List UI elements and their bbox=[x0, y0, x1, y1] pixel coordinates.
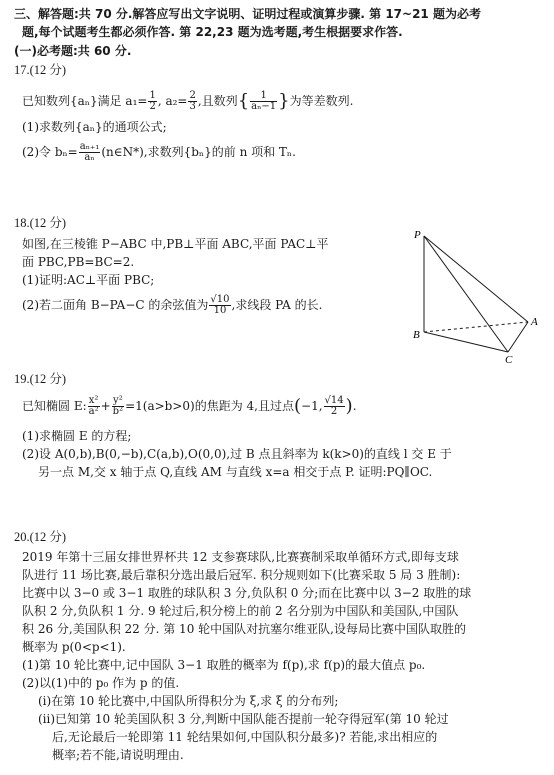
q17-part1: (1)求数列{aₙ}的通项公式; bbox=[22, 120, 167, 134]
q19-frac-x-den: a² bbox=[88, 406, 99, 417]
q18-part2-text-a: (2)若二面角 B−PA−C 的余弦值为 bbox=[22, 298, 209, 312]
q17-frac-b-num: aₙ₊₁ bbox=[79, 141, 100, 152]
q20-number: 20.(12 分) bbox=[14, 530, 67, 544]
q20-stem-line3: 比赛中以 3−0 或 3−1 取胜的球队积 3 分,负队积 0 分;而在比赛中以 3−2 取胜的球 bbox=[22, 586, 472, 600]
q19-frac-y-den: b² bbox=[112, 406, 124, 417]
q17-frac-seq bbox=[250, 91, 277, 112]
q20-part2-i: (ⅰ)在第 10 轮比赛中,中国队所得积分为 ξ,求 ξ 的分布列; bbox=[38, 694, 339, 708]
label-b: B bbox=[413, 329, 420, 341]
q17-part2-text-b: (n∈N*),求数列{bₙ}的前 n 项和 Tₙ. bbox=[101, 145, 296, 159]
q17-frac-a1-num: 1 bbox=[149, 90, 156, 101]
q19-frac-pt bbox=[324, 396, 345, 417]
q19-number: 19.(12 分) bbox=[14, 372, 67, 386]
edge-ca bbox=[508, 322, 528, 352]
q17-part2 bbox=[22, 140, 542, 164]
edge-pa bbox=[424, 236, 528, 322]
q19-stem-text-b: =1(a>b>0)的焦距为 4,且过点 bbox=[125, 399, 294, 413]
q18-frac-cos-den: 10 bbox=[213, 305, 227, 316]
q20-part2-ii-line2: 后,无论最后一轮即第 11 轮结果如何,中国队积分最多)? 若能,求出相应的 bbox=[52, 730, 438, 744]
q17-frac-a2 bbox=[188, 91, 196, 112]
q17-frac-b bbox=[79, 142, 101, 163]
q19-plus: + bbox=[100, 399, 111, 413]
q17-stem-text-a: 已知数列{aₙ}满足 a₁= bbox=[22, 94, 148, 108]
label-p: P bbox=[414, 229, 421, 241]
q19-part2-line2: 另一点 M,交 x 轴于点 Q,直线 AM 与直线 x=a 相交于点 P. 证明:PQ∥OC. bbox=[38, 465, 433, 479]
q20-part2: (2)以(1)中的 p₀ 作为 p 的值. bbox=[22, 676, 180, 690]
q17-frac-b-den: aₙ bbox=[84, 152, 95, 163]
q17-frac-a2-num: 2 bbox=[189, 90, 196, 101]
q17-part2-text-a: (2)令 bₙ= bbox=[22, 145, 78, 159]
q18-stem-line1: 如图,在三棱锥 P−ABC 中,PB⊥平面 ABC,平面 PAC⊥平 bbox=[22, 237, 329, 251]
section-heading-line1: 三、解答题:共 70 分.解答应写出文字说明、证明过程或演算步骤. 第 17~21 题为必考 bbox=[14, 7, 481, 21]
q19-part1: (1)求椭圆 E 的方程; bbox=[22, 429, 132, 443]
q17-stem-text-b: , a₂= bbox=[157, 94, 188, 108]
label-c: C bbox=[505, 354, 513, 366]
q17-frac-seq-den: aₙ−1 bbox=[251, 101, 277, 112]
q17-frac-a1-den: 2 bbox=[149, 101, 156, 112]
q17-frac-seq-num: 1 bbox=[250, 91, 277, 102]
q19-frac-x-num: x² bbox=[88, 395, 99, 406]
q17-stem bbox=[22, 88, 542, 114]
q20-stem-line2: 队进行 11 场比赛,最后靠积分选出最后冠军. 积分规则如下(比赛采取 5 局 3 胜制): bbox=[22, 568, 461, 582]
q18-stem-line2: 面 PBC,PB=BC=2. bbox=[22, 255, 135, 269]
q19-frac-y bbox=[112, 396, 124, 417]
q20-stem-line5: 积 26 分,美国队积 22 分. 第 10 轮中国队对抗塞尔维亚队,设每局比赛中国队取胜的 bbox=[22, 622, 466, 636]
q17-brace-right: } bbox=[278, 90, 290, 112]
q18-frac-cos-num: √10 bbox=[210, 294, 230, 305]
tetrahedron-figure bbox=[410, 226, 544, 366]
required-title: (一)必考题:共 60 分. bbox=[14, 44, 132, 58]
q19-paren-left: ( bbox=[294, 395, 302, 417]
q19-point-x: −1, bbox=[301, 399, 323, 413]
q19-stem bbox=[22, 392, 542, 420]
q17-frac-a1 bbox=[148, 91, 156, 112]
q20-part2-ii-line3: 概率;若不能,请说明理由. bbox=[52, 748, 184, 762]
q18-frac-cos bbox=[209, 295, 230, 316]
q19-stem-text-c: . bbox=[352, 399, 357, 413]
edge-ba-hidden bbox=[424, 322, 528, 332]
q19-paren-right: ) bbox=[345, 395, 353, 417]
q19-frac-pt-num: √14 bbox=[324, 395, 344, 406]
q20-part1: (1)第 10 轮比赛中,记中国队 3−1 取胜的概率为 f(p),求 f(p)的最大值点 p₀. bbox=[22, 658, 426, 672]
label-a: A bbox=[531, 316, 538, 328]
q17-frac-a2-den: 3 bbox=[189, 101, 196, 112]
section-heading-line2: 题,每个试题考生都必须作答. 第 22,23 题为选考题,考生根据要求作答. bbox=[22, 25, 403, 39]
q19-frac-pt-den: 2 bbox=[330, 406, 338, 417]
q17-brace-left: { bbox=[237, 90, 250, 112]
q20-part2-ii-line1: (ⅱ)已知第 10 轮美国队积 3 分,判断中国队能否提前一轮夺得冠军(第 10 轮过 bbox=[38, 712, 449, 726]
q17-stem-text-c: ,且数列 bbox=[197, 94, 238, 108]
q18-part2-text-b: ,求线段 PA 的长. bbox=[231, 298, 323, 312]
q20-stem-line1: 2019 年第十三届女排世界杯共 12 支参赛球队,比赛赛制采取单循环方式,即每支球 bbox=[22, 550, 459, 564]
q19-frac-y-num: y² bbox=[113, 395, 123, 406]
q18-number: 18.(12 分) bbox=[14, 216, 67, 230]
q19-part2-line1: (2)设 A(0,b),B(0,−b),C(a,b),O(0,0),过 B 点且斜率为 k(k>0)的直线 l 交 E 于 bbox=[22, 447, 452, 461]
q20-stem-line6: 概率为 p(0<p<1). bbox=[22, 640, 126, 654]
q17-number: 17.(12 分) bbox=[14, 63, 67, 77]
q20-stem-line4: 队积 2 分,负队积 1 分. 9 轮过后,积分榜上的前 2 名分别为中国队和美国队,中国队 bbox=[22, 604, 459, 618]
q19-stem-text-a: 已知椭圆 E: bbox=[22, 399, 87, 413]
q18-part1: (1)证明:AC⊥平面 PBC; bbox=[22, 273, 155, 287]
q19-frac-x bbox=[88, 396, 100, 417]
q17-stem-text-d: 为等差数列. bbox=[289, 94, 354, 108]
